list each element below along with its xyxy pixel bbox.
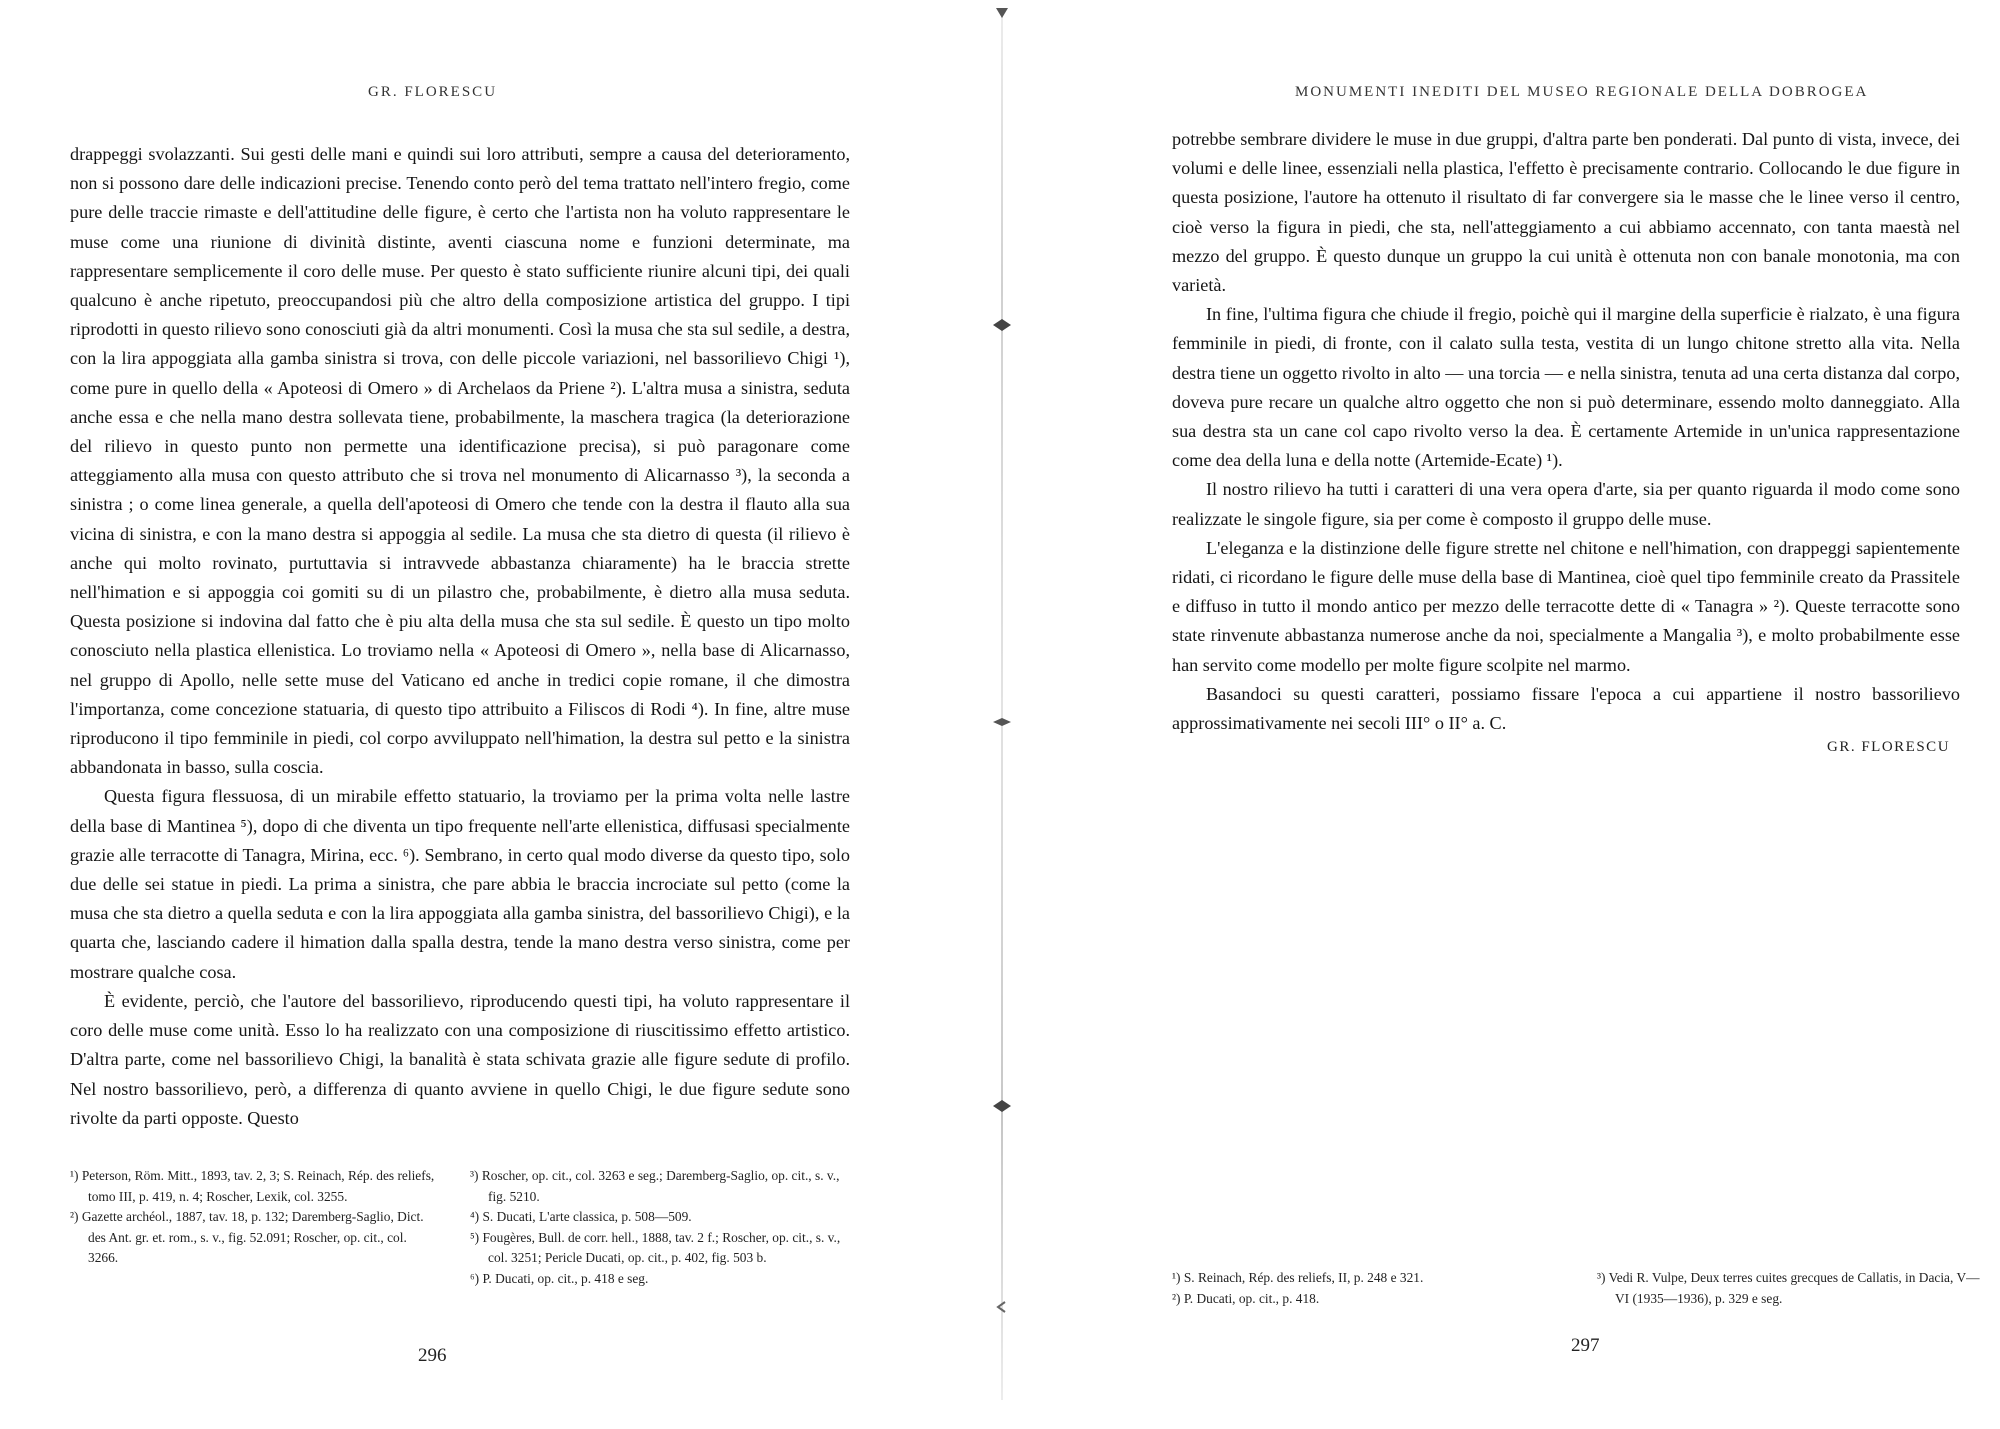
footnote: ⁴) S. Ducati, L'arte classica, p. 508—509. (470, 1209, 692, 1224)
footnotes-column (470, 1166, 850, 1289)
paragraph: Il nostro rilievo ha tutti i caratteri di una vera opera d'arte, sia per quanto riguarda il modo come sono realizzate le singole figure, sia per come è composto il gruppo delle muse. (1172, 479, 1960, 529)
body-text (70, 140, 850, 1133)
paragraph: È evidente, perciò, che l'autore del bassorilievo, riproducendo questi tipi, ha voluto rappresentare il coro delle muse come unità. Esso lo ha realizzato con una composizione di riuscitissimo effetto artistico. D'altra parte, come nel bassorilievo Chigi, la banalità è stata schivata grazie alle figure sedute di profilo. Nel nostro bassorilievo, però, a differenza di quanto avviene in quello Chigi, le due figure sedute sono rivolte da parti opposte. Questo (70, 990, 850, 1128)
page-number: 296 (418, 1345, 447, 1366)
left-page (0, 0, 995, 1429)
paragraph: In fine, l'ultima figura che chiude il fregio, poichè qui il margine della superficie è rialzato, è una figura femminile in piedi, di fronte, con il calato sulla testa, vestita di un lungo chitone stretto alla vita. Nella destra tiene un oggetto rivolto in alto — una torcia — e nella sinistra, tenuta ad una certa distanza dal corpo, doveva pure recare un qualche altro oggetto che non si può determinare, essendo molto danneggiato. Alla sua destra sta un cane col capo rivolto verso la dea. È certamente Artemide in un'unica rappresentazione come dea della luna e della notte (Artemide-Ecate) ¹). (1172, 304, 1960, 471)
footnote: ⁶) P. Ducati, op. cit., p. 418 e seg. (470, 1270, 649, 1286)
footnote: ⁵) Fougères, Bull. de corr. hell., 1888, tav. 2 f.; Roscher, op. cit., s. v., col. 3251; Pericle Ducati, op. cit., p. 402, fig. 503 b. (470, 1229, 841, 1265)
paragraph: drappeggi svolazzanti. Sui gesti delle mani e quindi sui loro attributi, sempre a causa del deterioramento, non si possono dare delle indicazioni precise. Tenendo conto però del tema trattato nell'intero fregio, come pure delle traccie rimaste e dell'attitudine delle figure, è certo che l'artista non ha voluto rappresentare le muse come una riunione di divinità distinte, aventi ciascuna nome e funzioni determinate, ma rappresentare semplicemente il coro delle muse. Per questo è stato sufficiente riunire alcuni tipi, dei quali qualcuno è anche ripetuto, preoccupandosi più che altro della composizione artistica del gruppo. I tipi riprodotti in questo rilievo sono conosciuti già da altri monumenti. Così la musa che sta sul sedile, a destra, con la lira appoggiata alla gamba sinistra si trova, con delle piccole variazioni, nel bassorilievo Chigi ¹), come pure in quello della « Apoteosi di Omero » di Archelaos da Priene ²). L'altra musa a sinistra, seduta anche essa e che nella mano destra sollevata tiene, probabilmente, la maschera tragica (la deteriorazione del rilievo in questo punto non permette una identificazione precisa), si può paragonare come atteggiamento alla musa con questo attributo che si trova nel monumento di Alicarnasso ³), la seconda a sinistra ; o come linea generale, a quella dell'apoteosi di Omero che tende con la destra il flauto alla sua vicina di sinistra, e con la mano destra si appoggia al sedile. La musa che sta dietro di questa (il rilievo è anche qui molto rovinato, purtuttavia si intravvede abbastanza chiaramente) ha le braccia strette nell'himation e si appoggia coi gomiti su di un pilastro che, probabilmente, è dietro alla musa seduta. Questa posizione si indovina dal fatto che è piu alta della musa che sta sul sedile. È questo un tipo molto conosciuto nella plastica ellenistica. Lo troviamo nella « Apoteosi di Omero », nella base di Alicarnasso, nel gruppo di Apollo, nelle sette muse del Vaticano ed anche in tredici copie romane, il che dimostra l'importanza, come concezione statuaria, di questo tipo attribuito a Filiscos di Rodi ⁴). In fine, altre muse riproducono il tipo femminile in piedi, col corpo avviluppato nell'himation, la destra sul petto e la sinistra abbandonata in basso, sulla coscia. (70, 144, 850, 778)
paragraph: L'eleganza e la distinzione delle figure strette nel chitone e nell'himation, con drappeggi sapientemente ridati, ci ricordano le figure delle muse della base di Mantinea, cioè quel tipo femminile creato da Prassitele e diffuso in tutto il mondo antico per mezzo delle terracotte dette di « Tanagra » ²). Queste terracotte sono state rinvenute abbastanza numerose anche da noi, specialmente a Mangalia ³), e molto probabilmente esse han servito come modello per molte figure scolpite nel marmo. (1172, 537, 1960, 675)
footnote: ³) Roscher, op. cit., col. 3263 e seg.; Daremberg-Saglio, op. cit., s. v., fig. 5210. (470, 1168, 840, 1204)
paragraph: Questa figura flessuosa, di un mirabile effetto statuario, la troviamo per la prima volta nelle lastre della base di Mantinea ⁵), dopo di che diventa un tipo frequente nell'arte ellenistica, diffusasi specialmente grazie alle terracotte di Tanagra, Mirina, ecc. ⁶). Sembrano, in certo qual modo diverse da questo tipo, solo due delle sei statue in piedi. La prima a sinistra, che pare abbia le braccia incrociate sul petto (come la musa che sta dietro a quella seduta e con la lira appoggiata alla gamba sinistra, del bassorilievo Chigi), e la quarta che, lasciando cadere il himation dalla spalla destra, tende la mano destra verso sinistra, come per mostrare qualche cosa. (70, 786, 850, 982)
footnotes-column (1597, 1268, 1987, 1309)
footnote: ³) Vedi R. Vulpe, Deux terres cuites grecques de Callatis, in Dacia, V—VI (1935—1936), p. 329 e seg. (1597, 1270, 1980, 1306)
footnotes (70, 1166, 850, 1326)
running-head: GR. FLORESCU (368, 84, 498, 100)
footnote: ²) Gazette archéol., 1887, tav. 18, p. 132; Daremberg-Saglio, Dict. des Ant. gr. et. rom., s. v., fig. 52.091; Roscher, op. cit., col. 3266. (70, 1209, 424, 1265)
page-number: 297 (1571, 1335, 1600, 1356)
paragraph: potrebbe sembrare dividere le muse in due gruppi, d'altra parte ben ponderati. Dal punto di vista, invece, dei volumi e delle linee, essenziali nella plastica, l'effetto è precisamente contrario. Collocando le due figure in questa posizione, l'autore ha ottenuto il risultato di far convergere sia le masse che le linee verso il centro, cioè verso la figura in piedi, che sta, nell'atteggiamento a cui abbiamo accennato, con tanta maestà nel mezzo del gruppo. È questo dunque un gruppo la cui unità è ottenuta non con banale monotonia, ma con varietà. (1172, 129, 1960, 296)
footnote: ¹) Peterson, Röm. Mitt., 1893, tav. 2, 3; S. Reinach, Rép. des reliefs, tomo III, p. 419, n. 4; Roscher, Lexik, col. 3255. (70, 1168, 435, 1204)
author-signature: GR. FLORESCU (1827, 739, 1951, 755)
right-page (1005, 0, 2000, 1429)
footnotes (1172, 1268, 1992, 1328)
footnote: ¹) S. Reinach, Rép. des reliefs, II, p. 248 e 321. (1172, 1270, 1424, 1285)
running-head: MONUMENTI INEDITI DEL MUSEO REGIONALE DELLA DOBROGEA (1295, 84, 1869, 100)
body-text (1172, 125, 1960, 738)
footnotes-column (70, 1166, 440, 1269)
footnotes-column (1172, 1268, 1582, 1309)
spine-line (1001, 10, 1003, 1400)
paragraph: Basandoci su questi caratteri, possiamo fissare l'epoca a cui appartiene il nostro bassorilievo approssimativamente nei secoli III° o II° a. C. (1172, 683, 1960, 734)
footnote: ²) P. Ducati, op. cit., p. 418. (1172, 1290, 1320, 1306)
